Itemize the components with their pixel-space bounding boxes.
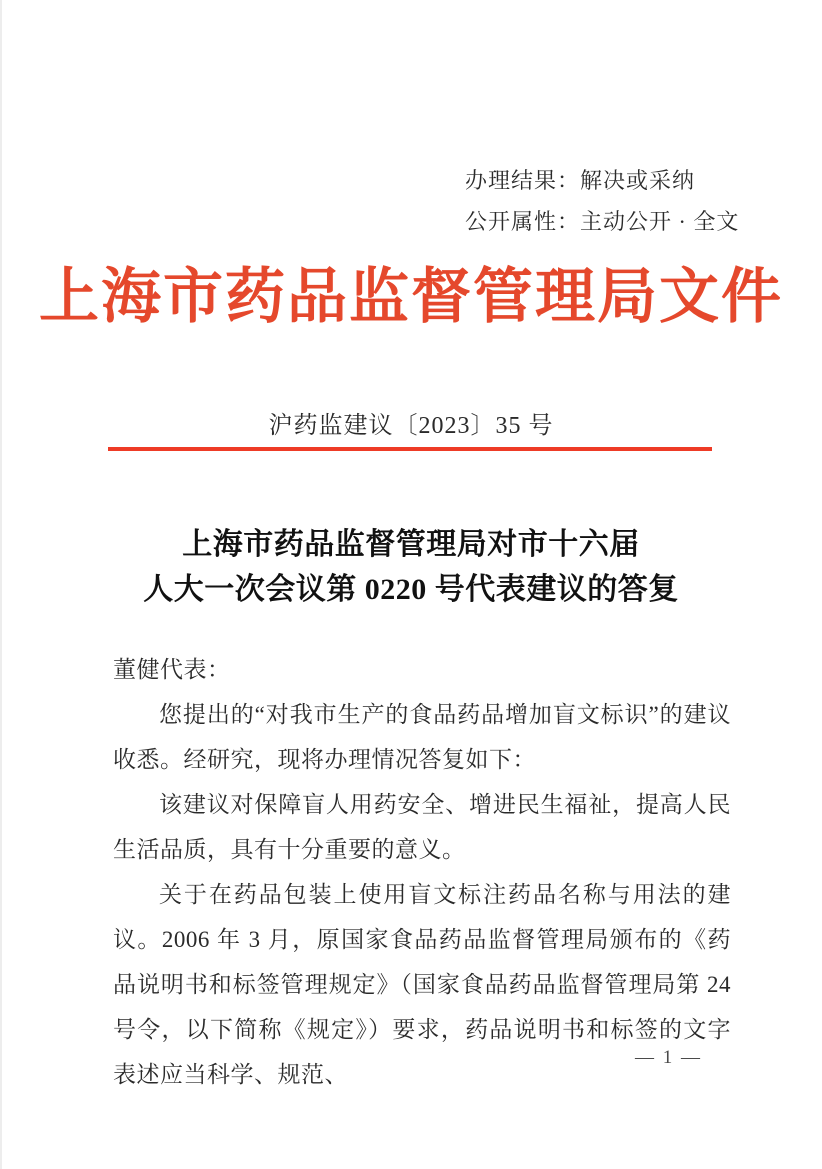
body-paragraph: 关于在药品包装上使用盲文标注药品名称与用法的建议。2006 年 3 月，原国家食品药品监督管理局颁布的《药品说明书和标签管理规定》（国家食品药品监督管理局第 24 号令，以下简称《规定》）要求，药品说明书和标签的文字表述应当科学、规范、 (113, 882, 731, 1087)
agency-masthead-title: 上海市药品监督管理局文件 (39, 264, 783, 330)
header-notes (465, 160, 739, 242)
body-paragraph: 该建议对保障盲人用药安全、增进民生福祉，提高人民生活品质，具有十分重要的意义。 (113, 792, 731, 862)
document-reference-number: 沪药监建议〔2023〕35 号 (268, 413, 554, 439)
disclosure-attribute-label: 公开属性： (465, 209, 581, 234)
document-title (0, 522, 822, 612)
salutation: 董健代表： (113, 657, 231, 682)
document-title-line-2: 人大一次会议第 0220 号代表建议的答复 (143, 573, 679, 606)
handling-result-value: 解决或采纳 (580, 168, 696, 193)
handling-result-line (465, 160, 739, 201)
disclosure-attribute-line (465, 201, 739, 242)
handling-result-label: 办理结果： (465, 168, 581, 193)
page-number: — 1 — (635, 1047, 702, 1068)
body-paragraph: 您提出的“对我市生产的食品药品增加盲文标识”的建议收悉。经研究，现将办理情况答复如下： (113, 702, 731, 772)
document-title-line-1: 上海市药品监督管理局对市十六届 (182, 528, 640, 561)
disclosure-attribute-value: 主动公开 · 全文 (580, 209, 740, 234)
letter-body (113, 647, 731, 1097)
red-divider-rule (108, 447, 712, 451)
